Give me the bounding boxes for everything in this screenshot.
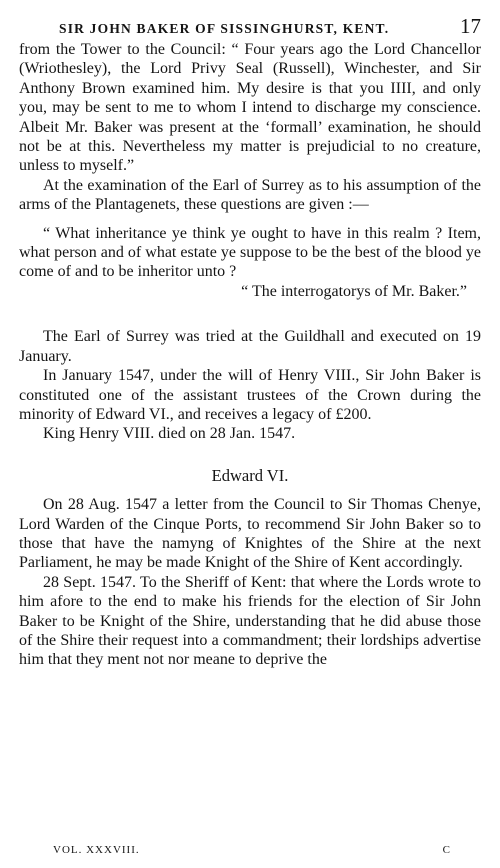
page-footer (53, 844, 451, 858)
paragraph-henry-death: King Henry VIII. died on 28 Jan. 1547. (43, 425, 296, 443)
body-text (19, 40, 481, 670)
page-number: 17 (460, 14, 481, 38)
quoted-interrogatory: “ What inheritance ye think ye ought to have in this realm ? Item, what person and of what estate ye suppose to be the best of the blood ye come of and to be inheritor unto ? (19, 224, 481, 281)
paragraph-sheriff-of-kent: 28 Sept. 1547. To the Sheriff of Kent: that where the Lords wrote to him afore to the end to make his friends for the election of Sir John Baker to be Knight of the Shire, understanding that he did abuse those of the Shire their request into a commandment; their lordships advertise him that they ment not nor meane to deprive the (19, 573, 481, 669)
section-heading: Edward VI. (211, 465, 289, 485)
paragraph-surrey-examination: At the examination of the Earl of Surrey as to his assumption of the arms of the Plantagenets, these questions are given :— (19, 176, 481, 214)
paragraph-surrey-executed: The Earl of Surrey was tried at the Guildhall and executed on 19 January. (19, 328, 481, 365)
paragraph-council-letter: On 28 Aug. 1547 a letter from the Council to Sir Thomas Chenye, Lord Warden of the Cinque Ports, to recommend Sir John Baker so to those that have the namyng of Knightes of the Shire at the next Parliament, he may be made Knight of the Shire of Kent accordingly. (19, 496, 481, 572)
running-title: SIR JOHN BAKER OF SISSINGHURST, KENT. (59, 21, 390, 36)
running-head (19, 14, 481, 40)
paragraph-tower-letter: from the Tower to the Council: “ Four years ago the Lord Chancellor (Wriothesley), the Lord Privy Seal (Russell), Winchester, and Sir Anthony Brown examined him. My desire is that you IIII, and only you, may be sent to me to whom I intend to discharge my conscience. Albeit Mr. Baker was present at the ‘formall’ examination, he should not be at this. Nevertheless my matter is prejudicial to no creature, unless to myself.” (19, 41, 481, 175)
quote-attribution: “ The interrogatorys of Mr. Baker.” (241, 282, 467, 300)
paragraph-henry-will: In January 1547, under the will of Henry VIII., Sir John Baker is constituted one of the assistant trustees of the Crown during the minority of Edward VI., and receives a legacy of £200. (19, 367, 481, 423)
signature-mark: C (442, 844, 451, 856)
volume-label: VOL. XXXVIII. (53, 844, 140, 856)
book-page (19, 14, 481, 860)
